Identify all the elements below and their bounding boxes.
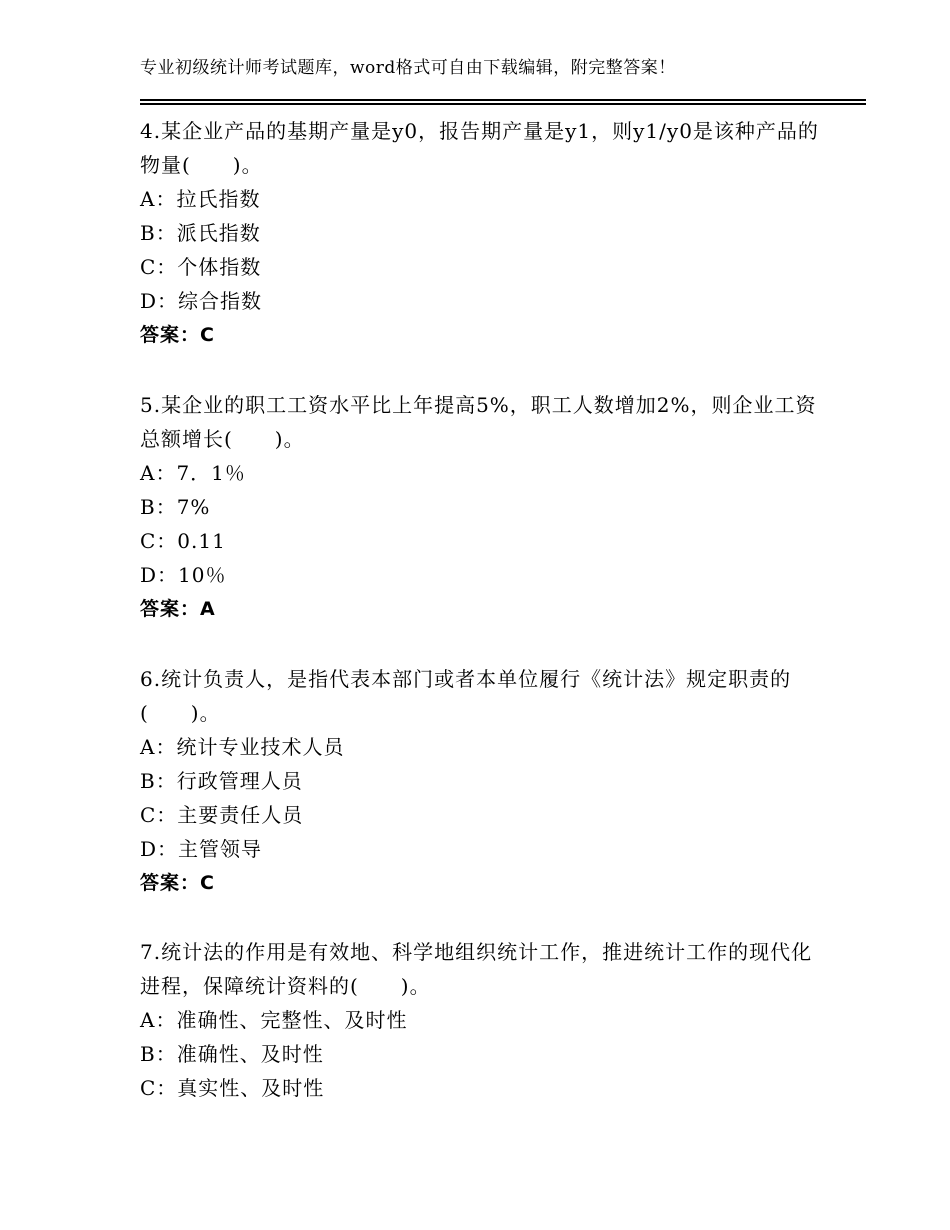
option-c: C：真实性、及时性 [140, 1076, 325, 1100]
option-b: B：行政管理人员 [140, 769, 303, 793]
option-d: D：综合指数 [140, 289, 263, 313]
header-divider-bottom [140, 103, 866, 105]
answer-line: 答案：A [140, 598, 216, 620]
question-6 [140, 662, 820, 900]
option-b: B：7% [140, 495, 211, 519]
option-c: C：主要责任人员 [140, 803, 304, 827]
option-d: D：10％ [140, 563, 227, 587]
option-c: C：0.11 [140, 529, 226, 553]
option-b: B：准确性、及时性 [140, 1042, 324, 1066]
question-stem: 5.某企业的职工工资水平比上年提高5%，职工人数增加2%，则企业工资总额增长( )。 [140, 393, 817, 451]
answer-line: 答案：C [140, 872, 215, 894]
option-a: A：统计专业技术人员 [140, 735, 345, 759]
question-stem: 7.统计法的作用是有效地、科学地组织统计工作，推进统计工作的现代化进程，保障统计资料的( )。 [140, 940, 813, 998]
question-stem: 6.统计负责人，是指代表本部门或者本单位履行《统计法》规定职责的( )。 [140, 667, 792, 725]
question-7 [140, 935, 820, 1105]
page-header: 专业初级统计师考试题库，word格式可自由下载编辑，附完整答案！ [140, 58, 676, 78]
option-a: A：拉氏指数 [140, 187, 261, 211]
option-d: D：主管领导 [140, 837, 263, 861]
option-a: A：准确性、完整性、及时性 [140, 1008, 408, 1032]
question-stem: 4.某企业产品的基期产量是y0，报告期产量是y1，则y1/y0是该种产品的物量( )。 [140, 119, 819, 177]
answer-line: 答案：C [140, 324, 215, 346]
option-a: A：7．1％ [140, 461, 246, 485]
option-c: C：个体指数 [140, 255, 262, 279]
question-4 [140, 114, 820, 352]
header-divider-top [140, 99, 866, 101]
question-5 [140, 388, 820, 626]
option-b: B：派氏指数 [140, 221, 261, 245]
